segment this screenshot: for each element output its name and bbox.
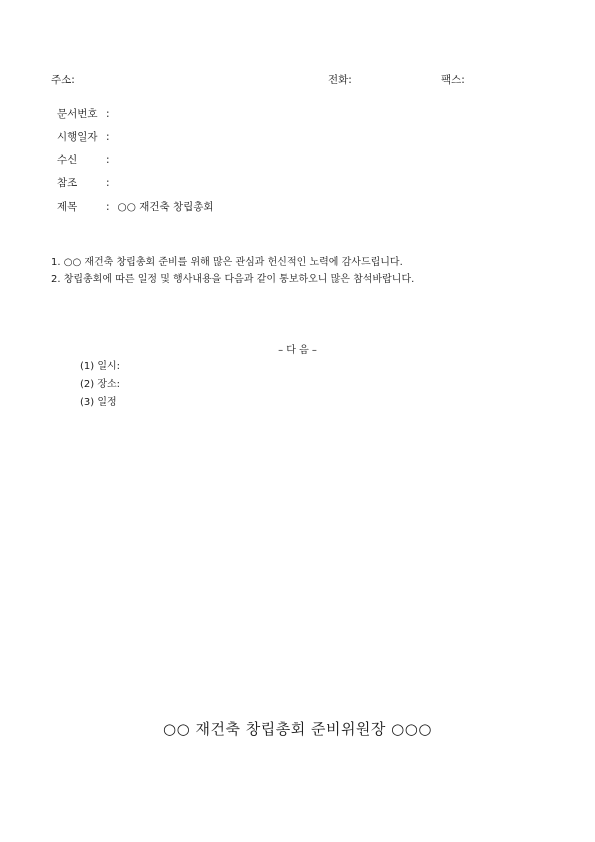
address-label: 주소: (51, 74, 75, 86)
subject-row: 제목 : ○○ 재건축 창립총회 (57, 201, 214, 213)
issue-date-row: 시행일자 : (57, 131, 110, 143)
item-location: (2) 장소: (80, 379, 121, 390)
phone-label: 전화: (328, 74, 352, 86)
recipient-label: 수신 (57, 154, 78, 166)
reference-row: 참조 : (57, 177, 110, 189)
paragraph-2: 2. 창립총회에 따른 일정 및 행사내용을 다음과 같이 통보하오니 많은 참석바랍니다. (51, 274, 415, 285)
issue-date-label: 시행일자 (57, 131, 98, 143)
doc-number-row: 문서번호 : (57, 108, 110, 120)
recipient-row: 수신 : (57, 154, 110, 166)
item-datetime: (1) 일시: (80, 361, 121, 372)
closing-signature: ○○ 재건축 창립총회 준비위원장 ○○○ (163, 720, 432, 738)
divider-heading: – 다 음 – (278, 345, 317, 356)
paragraph-1: 1. ○○ 재건축 창립총회 준비를 위해 많은 관심과 헌신적인 노력에 감사드립니다. (51, 257, 403, 268)
fax-label: 팩스: (441, 74, 465, 86)
doc-number-label: 문서번호 (57, 108, 98, 120)
subject-value: ○○ 재건축 창립총회 (117, 201, 214, 213)
subject-label: 제목 (57, 201, 78, 213)
item-schedule: (3) 일정 (80, 397, 117, 408)
reference-label: 참조 (57, 177, 78, 189)
